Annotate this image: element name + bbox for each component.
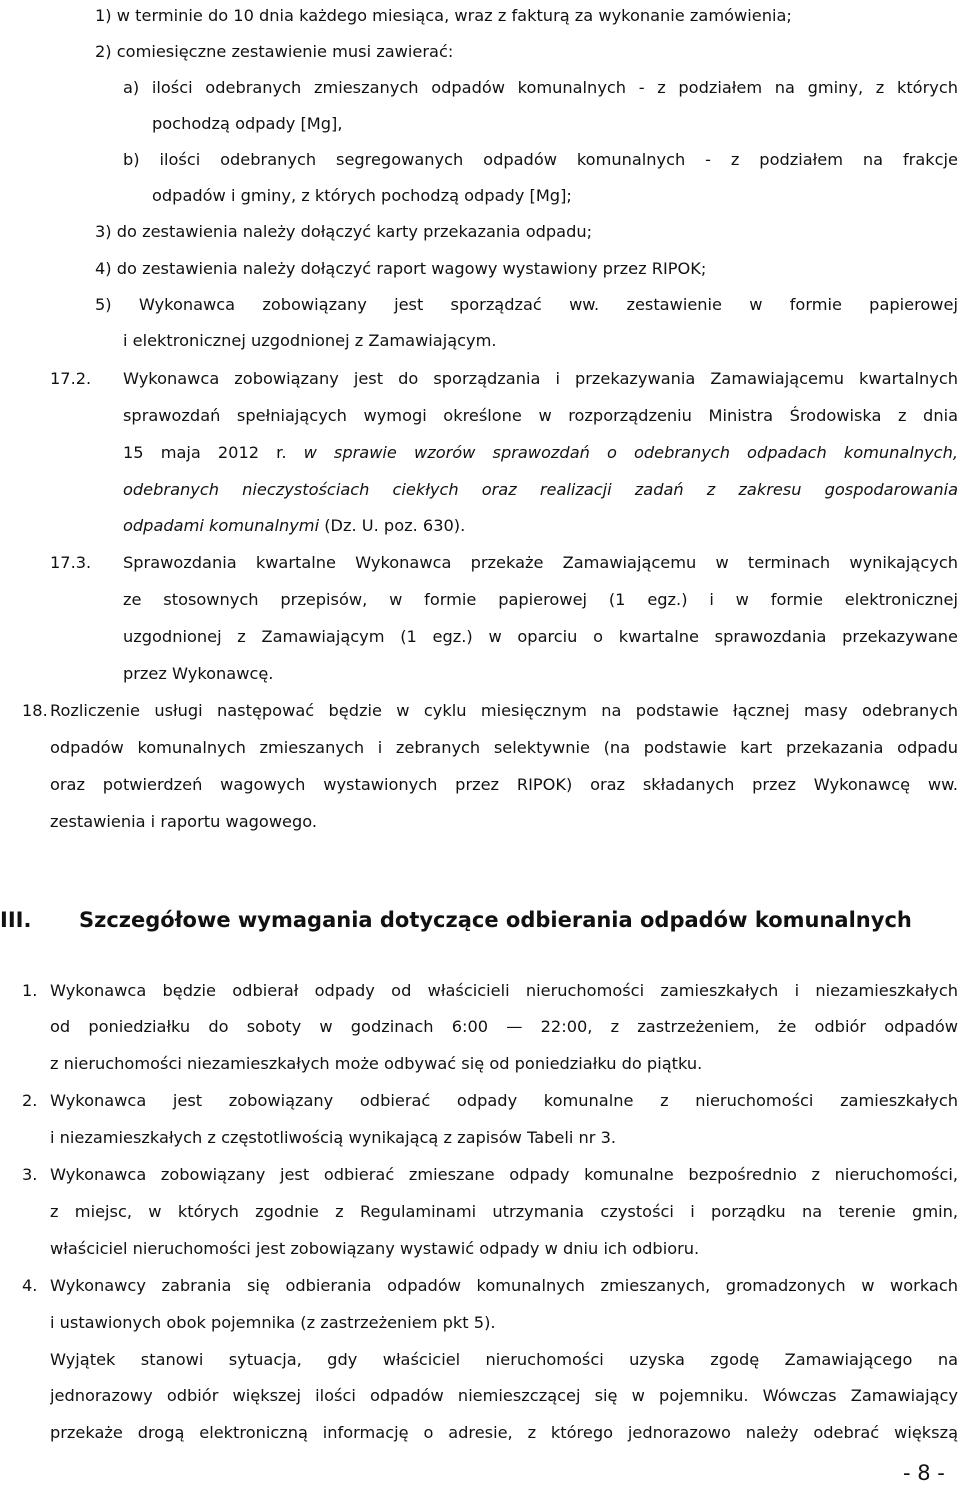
section-18-line: oraz potwierdzeń wagowych wystawionych przez RIPOK) oraz składanych przez Wykonawcę ww.	[50, 775, 958, 794]
section-17-2-line	[123, 443, 958, 463]
section-18-line: Rozliczenie usługi następować będzie w cyklu miesięcznym na podstawie łącznej masy odebranych	[50, 701, 958, 720]
regulation-title: w sprawie wzorów sprawozdań o odebranych odpadach komunalnych,	[303, 443, 958, 462]
paragraph-1-line: od poniedziałku do soboty w godzinach 6:00 — 22:00, z zastrzeżeniem, że odbiór odpadów	[50, 1017, 958, 1036]
citation: (Dz. U. poz. 630).	[319, 516, 466, 535]
paragraph-4-line: Wyjątek stanowi sytuacja, gdy właściciel nieruchomości uzyska zgodę Zamawiającego na	[50, 1350, 958, 1369]
page-number: - 8 -	[903, 1461, 945, 1485]
list-item-2b-cont: odpadów i gminy, z których pochodzą odpady [Mg];	[152, 186, 572, 205]
list-item-2: 2) comiesięczne zestawienie musi zawierać:	[95, 42, 454, 61]
paragraph-number-4: 4.	[22, 1276, 38, 1295]
list-item-2a-cont: pochodzą odpady [Mg],	[152, 114, 343, 133]
paragraph-1-line: Wykonawca będzie odbierał odpady od właścicieli nieruchomości zamieszkałych i niezamieszkałych	[50, 981, 958, 1000]
regulation-title: odebranych nieczystościach ciekłych oraz realizacji zadań z zakresu gospodarowania	[123, 480, 958, 499]
list-item-2a: a) ilości odebranych zmieszanych odpadów komunalnych - z podziałem na gminy, z których	[123, 78, 958, 97]
paragraph-4-line: Wykonawcy zabrania się odbierania odpadów komunalnych zmieszanych, gromadzonych w workach	[50, 1276, 958, 1295]
section-number-17-3: 17.3.	[50, 553, 92, 572]
list-item-5: 5) Wykonawca zobowiązany jest sporządzać ww. zestawienie w formie papierowej	[95, 295, 958, 314]
paragraph-3-line: Wykonawca zobowiązany jest odbierać zmieszane odpady komunalne bezpośrednio z nieruchomości,	[50, 1165, 958, 1184]
section-18-line: odpadów komunalnych zmieszanych i zebranych selektywnie (na podstawie kart przekazania odpadu	[50, 738, 958, 757]
list-item-5-cont: i elektronicznej uzgodnionej z Zamawiającym.	[123, 331, 497, 350]
section-iii-number: III.	[0, 908, 32, 932]
section-17-3-line: uzgodnionej z Zamawiającym (1 egz.) w oparciu o kwartalne sprawozdania przekazywane	[123, 627, 958, 646]
paragraph-4-line: przekaże drogą elektroniczną informację o adresie, z którego jednorazowo należy odebrać większą	[50, 1423, 958, 1442]
section-number-17-2: 17.2.	[50, 369, 92, 388]
paragraph-number-3: 3.	[22, 1165, 38, 1184]
section-17-3-line: ze stosownych przepisów, w formie papierowej (1 egz.) i w formie elektronicznej	[123, 590, 958, 609]
paragraph-4-line: i ustawionych obok pojemnika (z zastrzeżeniem pkt 5).	[50, 1313, 496, 1332]
paragraph-1-line: z nieruchomości niezamieszkałych może odbywać się od poniedziałku do piątku.	[50, 1054, 703, 1073]
paragraph-3-line: z miejsc, w których zgodnie z Regulaminami utrzymania czystości i porządku na terenie gmin,	[50, 1202, 958, 1221]
section-number-18: 18.	[22, 701, 48, 720]
paragraph-2-line: i niezamieszkałych z częstotliwością wynikającą z zapisów Tabeli nr 3.	[50, 1128, 617, 1147]
section-17-3-line: Sprawozdania kwartalne Wykonawca przekaże Zamawiającemu w terminach wynikających	[123, 553, 958, 572]
list-item-2b: b) ilości odebranych segregowanych odpadów komunalnych - z podziałem na frakcje	[123, 150, 958, 169]
text-run: 15 maja 2012 r.	[123, 443, 304, 462]
paragraph-3-line: właściciel nieruchomości jest zobowiązany wystawić odpady w dniu ich odbioru.	[50, 1239, 700, 1258]
paragraph-2-line: Wykonawca jest zobowiązany odbierać odpady komunalne z nieruchomości zamieszkałych	[50, 1091, 958, 1110]
section-17-2-line	[123, 516, 465, 536]
paragraph-number-1: 1.	[22, 981, 38, 1000]
regulation-title: odpadami komunalnymi	[123, 516, 320, 535]
section-iii-title: Szczegółowe wymagania dotyczące odbierania odpadów komunalnych	[79, 908, 912, 932]
section-18-line: zestawienia i raportu wagowego.	[50, 812, 318, 831]
paragraph-number-2: 2.	[22, 1091, 38, 1110]
section-17-3-line: przez Wykonawcę.	[123, 664, 274, 683]
list-item-3: 3) do zestawienia należy dołączyć karty przekazania odpadu;	[95, 222, 593, 241]
list-item-1: 1) w terminie do 10 dnia każdego miesiąca, wraz z fakturą za wykonanie zamówienia;	[95, 6, 792, 25]
section-17-2-line: sprawozdań spełniających wymogi określone w rozporządzeniu Ministra Środowiska z dnia	[123, 406, 958, 425]
list-item-4: 4) do zestawienia należy dołączyć raport wagowy wystawiony przez RIPOK;	[95, 259, 707, 278]
section-17-2-line: Wykonawca zobowiązany jest do sporządzania i przekazywania Zamawiającemu kwartalnych	[123, 369, 958, 388]
paragraph-4-line: jednorazowy odbiór większej ilości odpadów niemieszczącej się w pojemniku. Wówczas Zamawiający	[50, 1386, 958, 1405]
